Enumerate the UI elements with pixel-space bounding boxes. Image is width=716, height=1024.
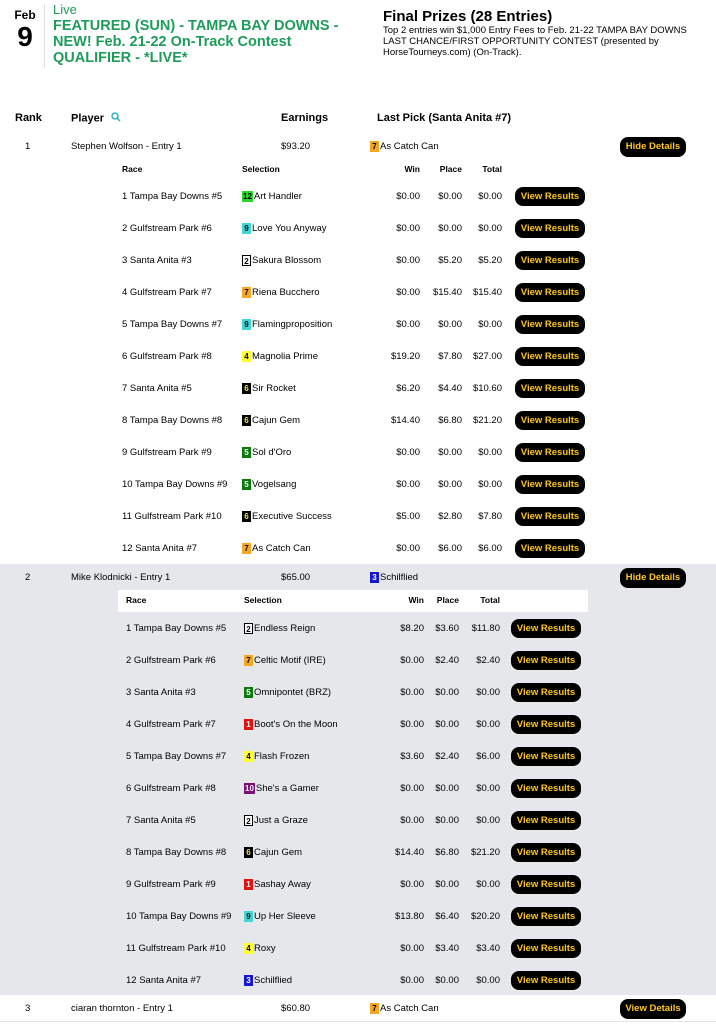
saddle-cloth-badge: 7 <box>370 1003 379 1014</box>
pick-win: $0.00 <box>400 719 424 730</box>
total-col-header: Total <box>480 595 500 605</box>
view-details-button[interactable]: View Details <box>620 999 686 1019</box>
pick-selection <box>244 677 331 709</box>
pick-place: $0.00 <box>435 815 459 826</box>
view-results-button[interactable]: View Results <box>511 843 581 862</box>
saddle-cloth-badge: 3 <box>244 975 253 986</box>
pick-win: $8.20 <box>400 623 424 634</box>
contest-title: FEATURED (SUN) - TAMPA BAY DOWNS - NEW! Feb. 21-22 On-Track Contest QUALIFIER - *LIVE* <box>53 18 339 66</box>
saddle-cloth-badge: 5 <box>244 687 253 698</box>
entry-player[interactable]: Mike Klodnicki - Entry 1 <box>71 572 171 583</box>
view-results-button[interactable]: View Results <box>511 939 581 958</box>
pick-selection <box>244 837 302 869</box>
pick-row <box>0 901 716 933</box>
hide-details-button[interactable]: Hide Details <box>620 568 686 588</box>
prizes-description: Top 2 entries win $1,000 Entry Fees to Feb. 21-22 TAMPA BAY DOWNS LAST CHANCE/FIRST OPPORTUNITY CONTEST (presented by HorseTourneys.com) (On-Track). <box>383 25 687 58</box>
bottom-divider <box>0 1021 716 1022</box>
pick-place: $0.00 <box>435 975 459 986</box>
pick-race: 10 Tampa Bay Downs #9 <box>126 911 232 922</box>
pick-horse-name: Sir Rocket <box>252 383 296 394</box>
pick-row <box>0 181 716 213</box>
view-results-button[interactable]: View Results <box>511 715 581 734</box>
entry-row[interactable] <box>0 998 716 1020</box>
pick-row <box>0 533 716 565</box>
view-results-button[interactable]: View Results <box>515 251 585 270</box>
pick-win: $0.00 <box>396 255 420 266</box>
pick-win: $0.00 <box>400 783 424 794</box>
pick-win: $0.00 <box>396 287 420 298</box>
pick-horse-name: Flash Frozen <box>254 751 310 762</box>
view-results-button[interactable]: View Results <box>511 683 581 702</box>
pick-race: 3 Santa Anita #3 <box>122 255 192 266</box>
pick-place: $3.60 <box>435 623 459 634</box>
saddle-cloth-badge: 4 <box>242 351 251 362</box>
pick-total: $20.20 <box>470 911 500 922</box>
pick-selection <box>244 773 319 805</box>
pick-place: $2.40 <box>435 655 459 666</box>
pick-horse-name: Cajun Gem <box>252 415 301 426</box>
last-pick-horse: Schilflied <box>380 572 419 583</box>
pick-race: 8 Tampa Bay Downs #8 <box>122 415 223 426</box>
pick-horse-name: Vogelsang <box>252 479 297 490</box>
date-day: 9 <box>17 21 33 52</box>
entry-rank: 2 <box>25 572 31 583</box>
pick-row <box>0 613 716 645</box>
pick-horse-name: Executive Success <box>252 511 332 522</box>
pick-selection <box>244 645 326 677</box>
view-results-button[interactable]: View Results <box>511 619 581 638</box>
race-col-header: Race <box>122 164 143 174</box>
view-results-button[interactable]: View Results <box>515 411 585 430</box>
pick-win: $6.20 <box>396 383 420 394</box>
view-results-button[interactable]: View Results <box>515 507 585 526</box>
pick-row <box>0 805 716 837</box>
pick-race: 4 Gulfstream Park #7 <box>126 719 216 730</box>
view-results-button[interactable]: View Results <box>511 651 581 670</box>
pick-horse-name: Endless Reign <box>254 623 316 634</box>
race-col-header: Race <box>126 595 147 605</box>
saddle-cloth-badge: 6 <box>242 383 251 394</box>
pick-place: $3.40 <box>435 943 459 954</box>
pick-race: 3 Santa Anita #3 <box>126 687 196 698</box>
pick-race: 7 Santa Anita #5 <box>126 815 196 826</box>
pick-total: $2.40 <box>476 655 500 666</box>
pick-win: $13.80 <box>394 911 424 922</box>
view-results-button[interactable]: View Results <box>515 283 585 302</box>
saddle-cloth-badge: 6 <box>244 847 253 858</box>
pick-total: $0.00 <box>476 815 500 826</box>
pick-win: $0.00 <box>396 223 420 234</box>
pick-total: $0.00 <box>478 479 502 490</box>
pick-horse-name: Roxy <box>254 943 276 954</box>
pick-horse-name: Cajun Gem <box>254 847 303 858</box>
saddle-cloth-badge: 7 <box>242 287 251 298</box>
pick-horse-name: Sakura Blossom <box>252 255 322 266</box>
pick-race: 6 Gulfstream Park #8 <box>122 351 212 362</box>
pick-horse-name: Riena Bucchero <box>252 287 320 298</box>
saddle-cloth-badge: 5 <box>242 447 251 458</box>
pick-selection <box>242 181 302 213</box>
pick-row <box>0 709 716 741</box>
player-header-label: Player <box>71 112 105 125</box>
pick-total: $21.20 <box>470 847 500 858</box>
pick-total: $0.00 <box>478 319 502 330</box>
pick-place: $0.00 <box>435 783 459 794</box>
pick-row <box>0 933 716 965</box>
pick-row <box>0 373 716 405</box>
entry-last-pick <box>370 136 439 158</box>
pick-horse-name: Just a Graze <box>254 815 308 826</box>
pick-selection <box>242 341 318 373</box>
pick-row <box>0 501 716 533</box>
search-icon[interactable] <box>111 112 121 125</box>
pick-race: 12 Santa Anita #7 <box>122 543 198 554</box>
pick-race: 2 Gulfstream Park #6 <box>126 655 216 666</box>
pick-place: $0.00 <box>438 319 462 330</box>
pick-place: $0.00 <box>438 191 462 202</box>
entry-earnings: $65.00 <box>281 572 311 583</box>
prizes-title: Final Prizes (28 Entries) <box>383 8 553 25</box>
earnings-header: Earnings <box>281 112 329 124</box>
entry-player[interactable]: Stephen Wolfson - Entry 1 <box>71 141 182 152</box>
pick-row <box>0 645 716 677</box>
pick-place: $6.80 <box>438 415 462 426</box>
pick-row <box>0 741 716 773</box>
saddle-cloth-badge: 10 <box>245 783 254 793</box>
pick-race: 1 Tampa Bay Downs #5 <box>122 191 223 202</box>
pick-total: $0.00 <box>476 975 500 986</box>
win-col-header: Win <box>408 595 424 605</box>
pick-row <box>0 309 716 341</box>
pick-race: 5 Tampa Bay Downs #7 <box>122 319 223 330</box>
pick-win: $0.00 <box>400 687 424 698</box>
pick-selection <box>242 437 291 469</box>
view-results-button[interactable]: View Results <box>511 747 581 766</box>
pick-place: $6.00 <box>438 543 462 554</box>
pick-selection <box>242 245 321 277</box>
pick-selection <box>244 965 292 997</box>
view-results-button[interactable]: View Results <box>515 379 585 398</box>
entry-rank: 1 <box>25 141 31 152</box>
view-results-button[interactable]: View Results <box>515 347 585 366</box>
pick-total: $0.00 <box>478 223 502 234</box>
entry-earnings: $60.80 <box>281 1003 311 1014</box>
saddle-cloth-badge: 7 <box>244 655 253 666</box>
rank-header: Rank <box>15 112 42 124</box>
saddle-cloth-badge: 1 <box>244 719 253 730</box>
pick-win: $0.00 <box>396 191 420 202</box>
pick-total: $27.00 <box>472 351 502 362</box>
pick-win: $0.00 <box>400 815 424 826</box>
saddle-cloth-badge: 4 <box>244 751 253 762</box>
pick-win: $0.00 <box>400 655 424 666</box>
saddle-cloth-badge: 2 <box>242 255 251 266</box>
contest-title-block <box>53 3 363 66</box>
pick-race: 10 Tampa Bay Downs #9 <box>122 479 228 490</box>
pick-race: 8 Tampa Bay Downs #8 <box>126 847 227 858</box>
saddle-cloth-badge: 9 <box>242 319 251 330</box>
pick-horse-name: Art Handler <box>253 191 302 202</box>
pick-total: $3.40 <box>476 943 500 954</box>
pick-selection <box>242 309 332 341</box>
pick-race: 11 Gulfstream Park #10 <box>126 943 226 954</box>
saddle-cloth-badge: 12 <box>243 191 252 201</box>
pick-win: $0.00 <box>400 975 424 986</box>
pick-total: $0.00 <box>476 719 500 730</box>
prizes-block <box>383 9 703 58</box>
player-header <box>71 112 121 125</box>
pick-win: $0.00 <box>396 479 420 490</box>
pick-total: $0.00 <box>476 687 500 698</box>
pick-place: $5.20 <box>438 255 462 266</box>
pick-horse-name: Omnipontet (BRZ) <box>254 687 332 698</box>
last-pick-header: Last Pick (Santa Anita #7) <box>377 112 512 124</box>
header-divider <box>44 4 45 68</box>
pick-place: $0.00 <box>435 687 459 698</box>
entry-last-pick <box>370 567 418 589</box>
place-col-header: Place <box>439 164 462 174</box>
pick-place: $7.80 <box>438 351 462 362</box>
saddle-cloth-badge: 9 <box>244 911 253 922</box>
pick-total: $6.00 <box>476 751 500 762</box>
saddle-cloth-badge: 2 <box>244 815 253 826</box>
pick-horse-name: Boot's On the Moon <box>254 719 338 730</box>
pick-win: $0.00 <box>396 543 420 554</box>
saddle-cloth-badge: 7 <box>242 543 251 554</box>
pick-race: 1 Tampa Bay Downs #5 <box>126 623 227 634</box>
pick-horse-name: As Catch Can <box>252 543 311 554</box>
pick-horse-name: Celtic Motif (IRE) <box>254 655 326 666</box>
pick-place: $0.00 <box>435 879 459 890</box>
pick-total: $7.80 <box>478 511 502 522</box>
pick-place: $0.00 <box>438 223 462 234</box>
pick-place: $2.40 <box>435 751 459 762</box>
win-col-header: Win <box>404 164 420 174</box>
selection-col-header: Selection <box>242 164 280 174</box>
pick-total: $0.00 <box>478 191 502 202</box>
pick-selection <box>242 213 326 245</box>
saddle-cloth-badge: 2 <box>244 623 253 634</box>
pick-selection <box>242 277 320 309</box>
pick-selection <box>244 869 311 901</box>
pick-horse-name: Magnolia Prime <box>252 351 318 362</box>
pick-horse-name: Up Her Sleeve <box>254 911 316 922</box>
pick-place: $0.00 <box>435 719 459 730</box>
pick-race: 5 Tampa Bay Downs #7 <box>126 751 227 762</box>
pick-row <box>0 277 716 309</box>
pick-horse-name: Schilflied <box>254 975 293 986</box>
view-results-button[interactable]: View Results <box>511 907 581 926</box>
view-results-button[interactable]: View Results <box>515 475 585 494</box>
pick-place: $0.00 <box>438 479 462 490</box>
entry-row[interactable] <box>0 567 716 589</box>
saddle-cloth-badge: 3 <box>370 572 379 583</box>
pick-row <box>0 677 716 709</box>
pick-row <box>0 469 716 501</box>
entry-player[interactable]: ciaran thornton - Entry 1 <box>71 1003 173 1014</box>
saddle-cloth-badge: 6 <box>242 415 251 426</box>
view-results-button[interactable]: View Results <box>511 971 581 990</box>
pick-total: $10.60 <box>472 383 502 394</box>
contest-date <box>10 8 40 52</box>
pick-win: $0.00 <box>400 943 424 954</box>
pick-total: $0.00 <box>478 447 502 458</box>
view-results-button[interactable]: View Results <box>511 779 581 798</box>
pick-place: $6.80 <box>435 847 459 858</box>
pick-total: $15.40 <box>472 287 502 298</box>
last-pick-horse: As Catch Can <box>380 141 439 152</box>
pick-win: $19.20 <box>390 351 420 362</box>
pick-row <box>0 773 716 805</box>
last-pick-horse: As Catch Can <box>380 1003 439 1014</box>
pick-win: $14.40 <box>390 415 420 426</box>
entry-row[interactable] <box>0 136 716 158</box>
pick-race: 2 Gulfstream Park #6 <box>122 223 212 234</box>
pick-horse-name: Love You Anyway <box>252 223 327 234</box>
pick-row <box>0 437 716 469</box>
pick-race: 11 Gulfstream Park #10 <box>122 511 222 522</box>
saddle-cloth-badge: 5 <box>242 479 251 490</box>
pick-win: $0.00 <box>400 879 424 890</box>
pick-selection <box>242 533 311 565</box>
pick-row <box>0 869 716 901</box>
pick-win: $14.40 <box>394 847 424 858</box>
pick-selection <box>244 741 309 773</box>
contest-header <box>0 0 716 80</box>
view-results-button[interactable]: View Results <box>515 187 585 206</box>
pick-row <box>0 837 716 869</box>
pick-win: $0.00 <box>396 447 420 458</box>
pick-race: 9 Gulfstream Park #9 <box>126 879 216 890</box>
place-col-header: Place <box>436 595 459 605</box>
entry-rank: 3 <box>25 1003 31 1014</box>
pick-selection <box>242 405 300 437</box>
pick-total: $21.20 <box>472 415 502 426</box>
pick-race: 7 Santa Anita #5 <box>122 383 192 394</box>
pick-total: $6.00 <box>478 543 502 554</box>
contest-status: Live <box>53 2 77 17</box>
pick-place: $2.80 <box>438 511 462 522</box>
pick-row <box>0 245 716 277</box>
pick-horse-name: Sashay Away <box>254 879 311 890</box>
pick-win: $5.00 <box>396 511 420 522</box>
pick-place: $6.40 <box>435 911 459 922</box>
view-results-button[interactable]: View Results <box>515 315 585 334</box>
pick-horse-name: Flamingproposition <box>252 319 333 330</box>
view-results-button[interactable]: View Results <box>511 875 581 894</box>
pick-selection <box>244 709 338 741</box>
view-results-button[interactable]: View Results <box>515 539 585 558</box>
date-month: Feb <box>14 8 36 22</box>
saddle-cloth-badge: 7 <box>370 141 379 152</box>
pick-horse-name: Sol d'Oro <box>252 447 292 458</box>
pick-win: $0.00 <box>396 319 420 330</box>
pick-selection <box>242 373 296 405</box>
pick-selection <box>244 613 315 645</box>
pick-row <box>0 965 716 997</box>
pick-selection <box>242 469 296 501</box>
view-results-button[interactable]: View Results <box>515 443 585 462</box>
pick-place: $0.00 <box>438 447 462 458</box>
pick-horse-name: She's a Gamer <box>255 783 319 794</box>
pick-row <box>0 213 716 245</box>
pick-selection <box>242 501 332 533</box>
pick-row <box>0 405 716 437</box>
pick-race: 12 Santa Anita #7 <box>126 975 202 986</box>
pick-row <box>0 341 716 373</box>
pick-total: $11.80 <box>471 623 500 634</box>
pick-place: $15.40 <box>432 287 462 298</box>
total-col-header: Total <box>482 164 502 174</box>
saddle-cloth-badge: 4 <box>244 943 253 954</box>
pick-race: 6 Gulfstream Park #8 <box>126 783 216 794</box>
picks-header-panel <box>118 590 588 612</box>
pick-total: $0.00 <box>476 783 500 794</box>
entry-last-pick <box>370 998 439 1020</box>
hide-details-button[interactable]: Hide Details <box>620 137 686 157</box>
pick-total: $0.00 <box>476 879 500 890</box>
pick-race: 4 Gulfstream Park #7 <box>122 287 212 298</box>
selection-col-header: Selection <box>244 595 282 605</box>
entry-earnings: $93.20 <box>281 141 311 152</box>
saddle-cloth-badge: 9 <box>242 223 251 234</box>
pick-selection <box>244 901 316 933</box>
pick-race: 9 Gulfstream Park #9 <box>122 447 212 458</box>
pick-selection <box>244 805 308 837</box>
view-results-button[interactable]: View Results <box>511 811 581 830</box>
saddle-cloth-badge: 6 <box>242 511 251 522</box>
pick-selection <box>244 933 276 965</box>
saddle-cloth-badge: 1 <box>244 879 253 890</box>
pick-total: $5.20 <box>478 255 502 266</box>
pick-place: $4.40 <box>438 383 462 394</box>
view-results-button[interactable]: View Results <box>515 219 585 238</box>
pick-win: $3.60 <box>400 751 424 762</box>
